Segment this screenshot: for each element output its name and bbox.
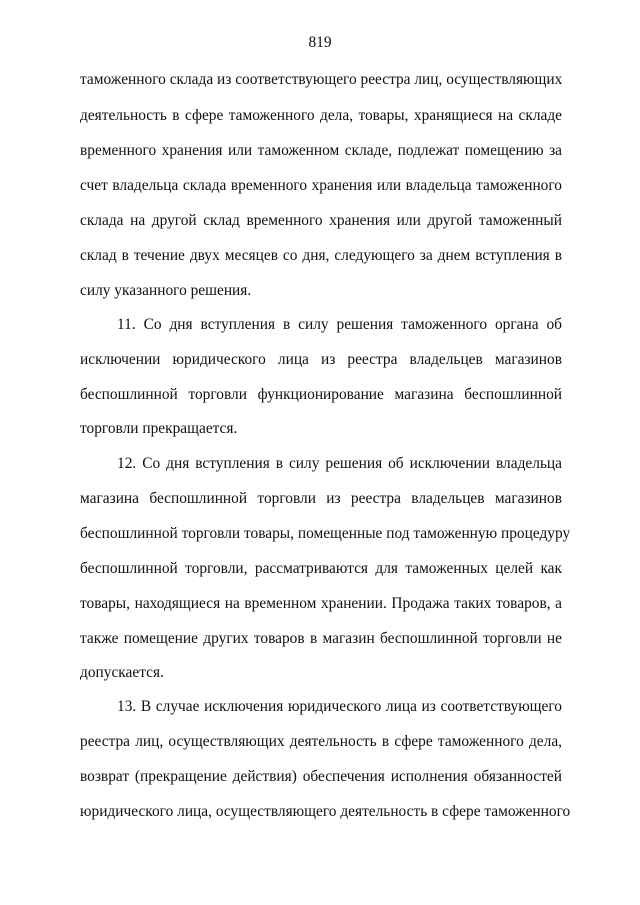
text-line: исключении юридического лица из реестра владельцев магазинов <box>80 351 562 368</box>
text-line: склада на другой склад временного хранения или другой таможенный <box>80 212 562 229</box>
text-line: временного хранения или таможенном складе, подлежат помещению за <box>80 142 562 159</box>
text-line: деятельность в сфере таможенного дела, товары, хранящиеся на складе <box>80 107 562 124</box>
text-line: возврат (прекращение действия) обеспечения исполнения обязанностей <box>80 768 562 785</box>
text-line: 11. Со дня вступления в силу решения таможенного органа об <box>117 316 562 333</box>
text-line: магазина беспошлинной торговли из реестра владельцев магазинов <box>80 490 562 507</box>
text-line: склад в течение двух месяцев со дня, следующего за днем вступления в <box>80 247 562 264</box>
text-line: беспошлинной торговли функционирование магазина беспошлинной <box>80 386 562 403</box>
text-line: 13. В случае исключения юридического лица из соответствующего <box>117 698 562 715</box>
text-line: беспошлинной торговли товары, помещенные под таможенную процедуру <box>80 525 571 542</box>
text-line: товары, находящиеся на временном хранении. Продажа таких товаров, а <box>80 595 562 612</box>
text-line: юридического лица, осуществляющего деятельность в сфере таможенного <box>80 803 571 820</box>
text-line: силу указанного решения. <box>80 282 252 299</box>
page-number: 819 <box>308 34 332 51</box>
text-line: реестра лиц, осуществляющих деятельность в сфере таможенного дела, <box>80 733 562 750</box>
text-line: таможенного склада из соответствующего реестра лиц, осуществляющих <box>80 71 563 88</box>
text-line: допускается. <box>80 664 164 681</box>
text-line: торговли прекращается. <box>80 420 238 437</box>
text-line: беспошлинной торговли, рассматриваются для таможенных целей как <box>80 560 562 577</box>
text-line: также помещение других товаров в магазин беспошлинной торговли не <box>80 630 562 647</box>
text-line: 12. Со дня вступления в силу решения об исключении владельца <box>117 455 562 472</box>
text-line: счет владельца склада временного хранения или владельца таможенного <box>80 177 562 194</box>
